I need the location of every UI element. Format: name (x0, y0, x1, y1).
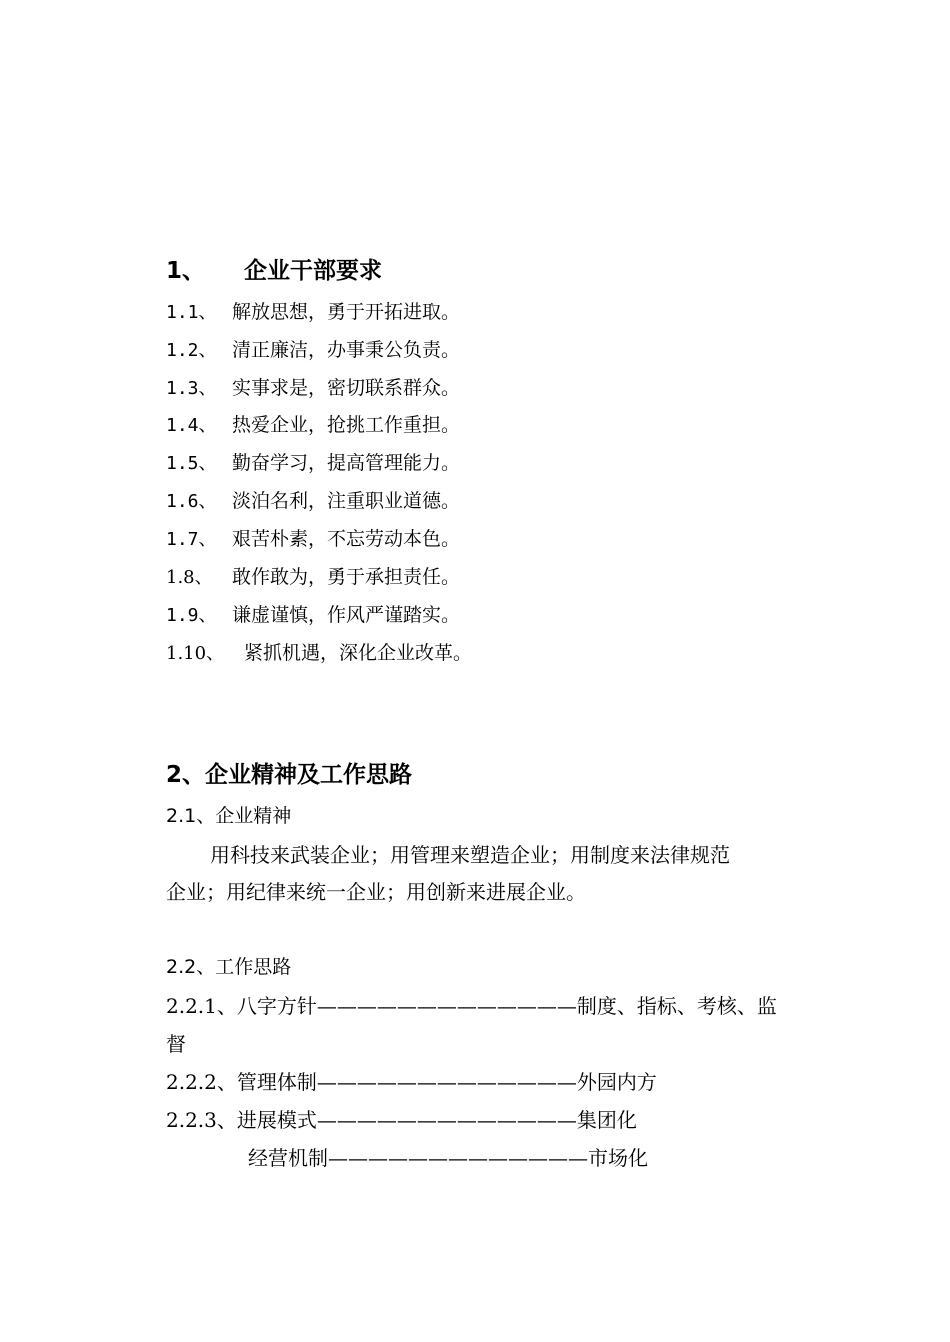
item-number: 1.10、 (166, 643, 225, 664)
item-text: 热爱企业，抢挑工作重担。 (232, 414, 461, 436)
item-number: 1.6、 (166, 491, 217, 512)
policy-item: 2.2.1、八字方针—————————————制度、指标、考核、监 (166, 994, 777, 1018)
item-number: 1.8、 (166, 567, 213, 588)
item-number: 1.9、 (166, 605, 217, 626)
item-number: 1.1、 (166, 302, 217, 323)
item-text: 勤奋学习，提高管理能力。 (232, 452, 461, 474)
item-text: 敢作敢为，勇于承担责任。 (232, 566, 461, 588)
item-text: 实事求是，密切联系群众。 (232, 377, 461, 399)
subsection-title: 2.2、工作思路 (166, 956, 292, 978)
policy-item: 2.2.2、管理体制—————————————外园内方 (166, 1070, 657, 1094)
item-number: 1.5、 (166, 453, 217, 474)
item-text: 解放思想，勇于开拓进取。 (232, 301, 461, 323)
section1-number: 1、 (166, 258, 206, 284)
section1-title: 企业干部要求 (244, 258, 382, 284)
item-number: 1.2、 (166, 340, 217, 361)
item-number: 1.4、 (166, 415, 217, 436)
policy-item: 经营机制—————————————市场化 (248, 1146, 648, 1170)
policy-item-continuation: 督 (166, 1032, 186, 1056)
policy-item: 2.2.3、进展模式—————————————集团化 (166, 1108, 637, 1132)
item-text: 淡泊名利，注重职业道德。 (232, 490, 461, 512)
subsection-title: 2.1、企业精神 (166, 805, 292, 827)
item-number: 1.7、 (166, 529, 217, 550)
section2-title: 2、企业精神及工作思路 (166, 762, 413, 788)
paragraph-line: 企业；用纪律来统一企业；用创新来进展企业。 (166, 880, 586, 904)
item-text: 紧抓机遇，深化企业改革。 (244, 642, 473, 664)
paragraph-line: 用科技来武装企业；用管理来塑造企业；用制度来法律规范 (210, 843, 730, 867)
item-text: 谦虚谨慎，作风严谨踏实。 (232, 604, 461, 626)
item-text: 艰苦朴素，不忘劳动本色。 (232, 528, 461, 550)
item-number: 1.3、 (166, 378, 217, 399)
item-text: 清正廉洁，办事秉公负责。 (232, 339, 461, 361)
